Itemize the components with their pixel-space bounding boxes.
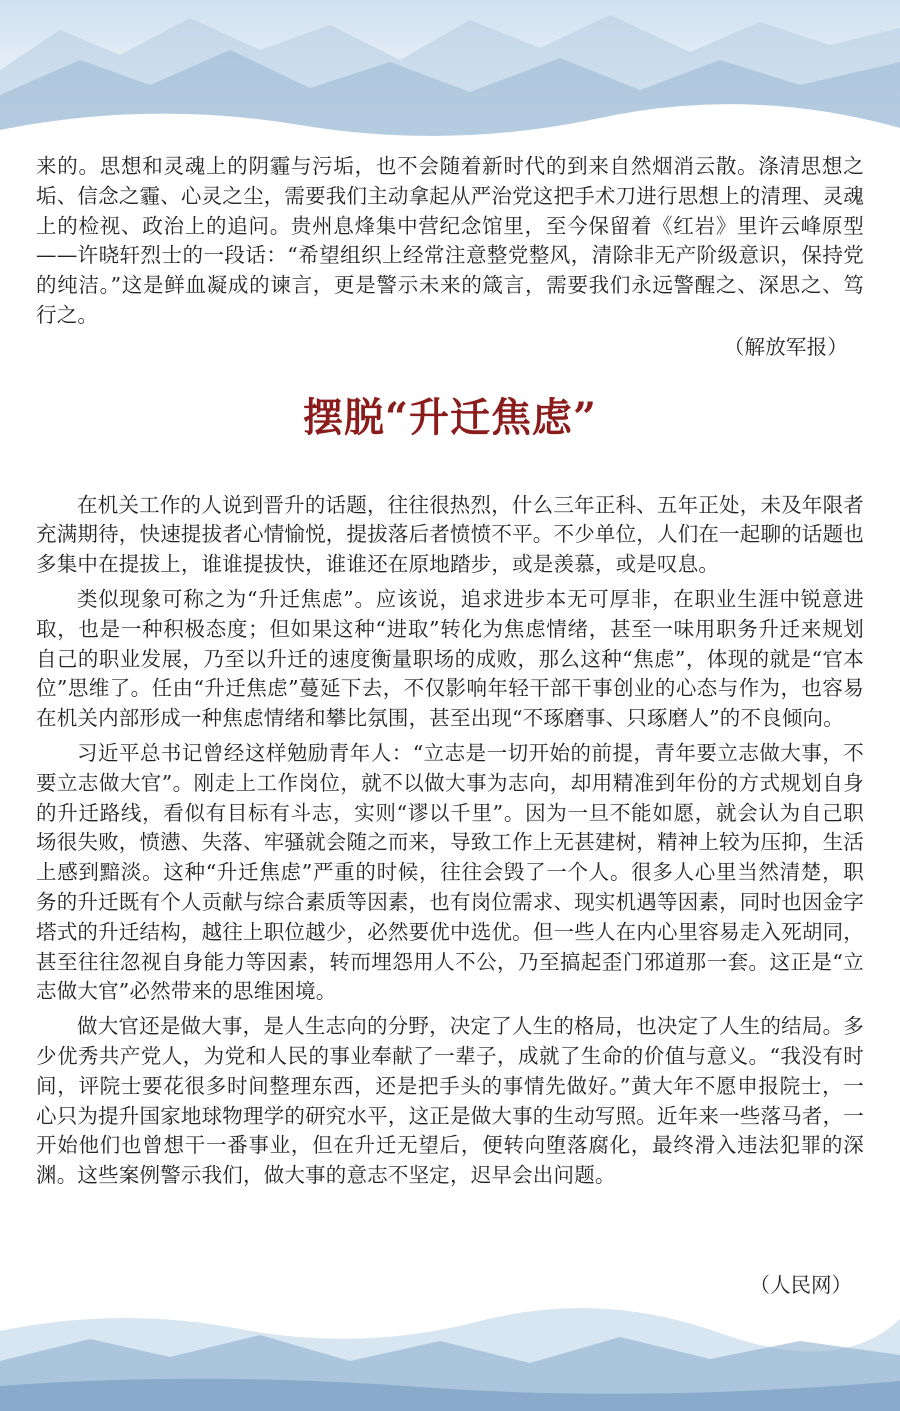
mountain-banner-bottom — [0, 1291, 900, 1411]
article2-paragraph-2: 类似现象可称之为“升迁焦虑”。应该说，追求进步本无可厚非，在职业生涯中锐意进取，也是一种积极态度；但如果这种“进取”转化为焦虑情绪，甚至一味用职务升迁来规划自己的职业发展，乃至以升迁的速度衡量职场的成败，那么这种“焦虑”，体现的就是“官本位”思维了。任由“升迁焦虑”蔓延下去，不仅影响年轻干部干事创业的心态与作为，也容易在机关内部形成一种焦虑情绪和攀比氛围，甚至出现“不琢磨事、只琢磨人”的不良倾向。 — [36, 586, 864, 731]
article-body — [36, 152, 864, 1191]
article1-source: （解放军报） — [723, 334, 848, 359]
article2-title: 摆脱“升迁焦虑” — [302, 393, 597, 441]
article2-source: （人民网） — [749, 1273, 852, 1297]
mountain-banner-top — [0, 0, 900, 150]
article2-paragraph-3: 习近平总书记曾经这样勉励青年人：“立志是一切开始的前提，青年要立志做大事，不要立志做大官”。刚走上工作岗位，就不以做大事为志向，却用精准到年份的方式规划自身的升迁路线，看似有目标有斗志，实则“谬以千里”。因为一旦不能如愿，就会认为自己职场很失败，愤懑、失落、牢骚就会随之而来，导致工作上无甚建树，精神上较为压抑，生活上感到黯淡。这种“升迁焦虑”严重的时候，往往会毁了一个人。很多人心里当然清楚，职务的升迁既有个人贡献与综合素质等因素，也有岗位需求、现实机遇等因素，同时也因金字塔式的升迁结构，越往上职位越少，必然要优中选优。但一些人在内心里容易走入死胡同，甚至往往忽视自身能力等因素，转而埋怨用人不公，乃至搞起歪门邪道那一套。这正是“立志做大官”必然带来的思维困境。 — [36, 740, 864, 1004]
article2-paragraph-1: 在机关工作的人说到晋升的话题，往往很热烈，什么三年正科、五年正处，未及年限者充满期待，快速提拔者心情愉悦，提拔落后者愤愤不平。不少单位，人们在一起聊的话题也多集中在提拔上，谁谁提拔快，谁谁还在原地踏步，或是羡慕，或是叹息。 — [36, 492, 864, 577]
article1-paragraph: 来的。思想和灵魂上的阴霾与污垢，也不会随着新时代的到来自然烟消云散。涤清思想之垢、信念之霾、心灵之尘，需要我们主动拿起从严治党这把手术刀进行思想上的清理、灵魂上的检视、政治上的追问。贵州息烽集中营纪念馆里，至今保留着《红岩》里许云峰原型——许晓轩烈士的一段话：“希望组织上经常注意整党整风，清除非无产阶级意识，保持党的纯洁。”这是鲜血凝成的谏言，更是警示未来的箴言，需要我们永远警醒之、深思之、笃行之。 — [36, 154, 864, 327]
article2-paragraph-4: 做大官还是做大事，是人生志向的分野，决定了人生的格局，也决定了人生的结局。多少优秀共产党人，为党和人民的事业奉献了一辈子，成就了生命的价值与意义。“我没有时间，评院士要花很多时间整理东西，还是把手头的事情先做好。”黄大年不愿申报院士，一心只为提升国家地球物理学的研究水平，这正是做大事的生动写照。近年来一些落马者，一开始他们也曾想干一番事业，但在升迁无望后，便转向堕落腐化，最终滑入违法犯罪的深渊。这些案例警示我们，做大事的意志不坚定，迟早会出问题。 — [36, 1014, 864, 1188]
